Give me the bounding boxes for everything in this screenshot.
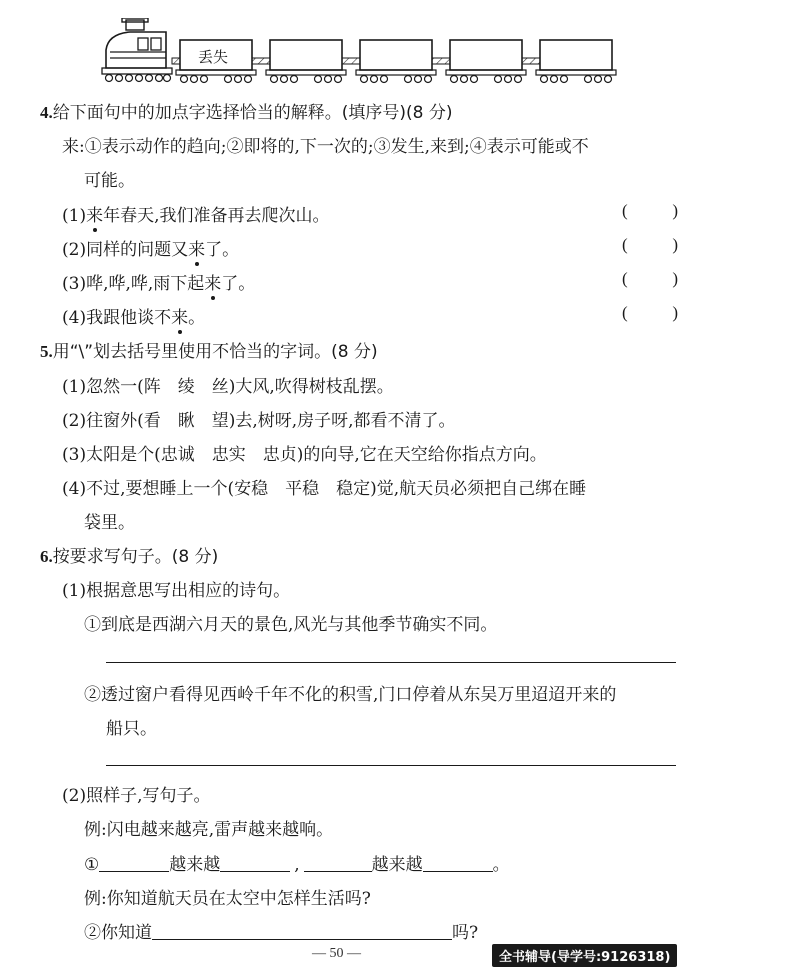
q6-example-2: 例:你知道航天员在太空中怎样生活吗? <box>84 889 371 909</box>
dotted-char: 来 <box>188 235 205 260</box>
train-car-5 <box>536 40 616 83</box>
q4-item-2: (2)同样的问题又来了。 <box>62 235 239 260</box>
q5-item-2[interactable]: (2)往窗外(看 瞅 望)去,树呀,房子呀,都看不清了。 <box>62 411 456 431</box>
page-number: — 50 — <box>312 946 361 961</box>
q5-item-4[interactable]: (4)不过,要想睡上一个(安稳 平稳 稳定)觉,航天员必须把自己绑在睡 <box>62 479 587 499</box>
q5-number: 5. <box>40 342 53 361</box>
q5-heading <box>40 337 378 362</box>
q4-item-1: (1)来年春天,我们准备再去爬次山。 <box>62 201 330 226</box>
q4-answer-2[interactable]: ( ) <box>622 235 678 254</box>
blank-3[interactable] <box>304 853 372 872</box>
q6-sub1: (1)根据意思写出相应的诗句。 <box>62 581 291 601</box>
q6-sub1-item2-line2: 船只。 <box>106 719 157 739</box>
blank-5[interactable] <box>152 921 452 940</box>
brand-label: 全书辅导(导学号:9126318) <box>492 944 677 967</box>
q4-definition-line1: 来:①表示动作的趋向;②即将的,下一次的;③发生,来到;④表示可能或不 <box>62 137 589 157</box>
q4-definition-line2: 可能。 <box>84 171 135 191</box>
q6-example-1: 例:闪电越来越亮,雷声越来越响。 <box>84 820 334 840</box>
dotted-char: 来 <box>86 201 103 226</box>
q6-sub1-item1: ①到底是西湖六月天的景色,风光与其他季节确实不同。 <box>84 615 498 635</box>
q5-item-3[interactable]: (3)太阳是个(忠诚 忠实 忠贞)的向导,它在天空给你指点方向。 <box>62 445 547 465</box>
locomotive <box>102 18 172 82</box>
train-car-3 <box>356 40 436 83</box>
q6-title: 按要求写句子。(8 分) <box>52 547 219 567</box>
blank-1[interactable] <box>99 853 169 872</box>
answer-line-1[interactable] <box>106 662 676 663</box>
dotted-char: 来 <box>171 303 188 328</box>
q6-fill-2: ②你知道 吗? <box>84 923 479 943</box>
answer-line-2[interactable] <box>106 765 676 766</box>
q4-number: 4. <box>40 103 53 122</box>
q6-heading <box>40 542 218 567</box>
q4-title: 给下面句中的加点字选择恰当的解释。(填序号)(8 分) <box>52 103 453 123</box>
q6-sub2: (2)照样子,写句子。 <box>62 786 211 806</box>
q5-title: 用“\”划去括号里使用不恰当的字词。(8 分) <box>52 342 378 362</box>
q6-sub1-item2-line1: ②透过窗户看得见西岭千年不化的积雪,门口停着从东吴万里迢迢开来的 <box>84 685 617 705</box>
train-car-2 <box>266 40 346 83</box>
blank-2[interactable] <box>220 853 290 872</box>
train-illustration <box>100 18 620 84</box>
q4-answer-3[interactable]: ( ) <box>622 269 678 288</box>
q4-heading <box>40 98 453 123</box>
q6-number: 6. <box>40 547 53 566</box>
train-car-4 <box>446 40 526 83</box>
q4-answer-4[interactable]: ( ) <box>622 303 678 322</box>
q6-fill-1: ① 越来越 , 越来越 。 <box>84 855 510 875</box>
q4-item-4: (4)我跟他谈不来。 <box>62 303 205 328</box>
blank-4[interactable] <box>423 853 493 872</box>
q5-item-4-cont: 袋里。 <box>84 513 135 533</box>
q5-item-1[interactable]: (1)忽然一(阵 绫 丝)大风,吹得树枝乱摆。 <box>62 377 394 397</box>
q4-item-3: (3)哗,哗,哗,雨下起来了。 <box>62 269 255 294</box>
dotted-char: 来 <box>204 269 221 294</box>
train-svg <box>100 18 620 84</box>
train-car-1-text: 丢失 <box>198 48 229 66</box>
q4-answer-1[interactable]: ( ) <box>622 201 678 220</box>
